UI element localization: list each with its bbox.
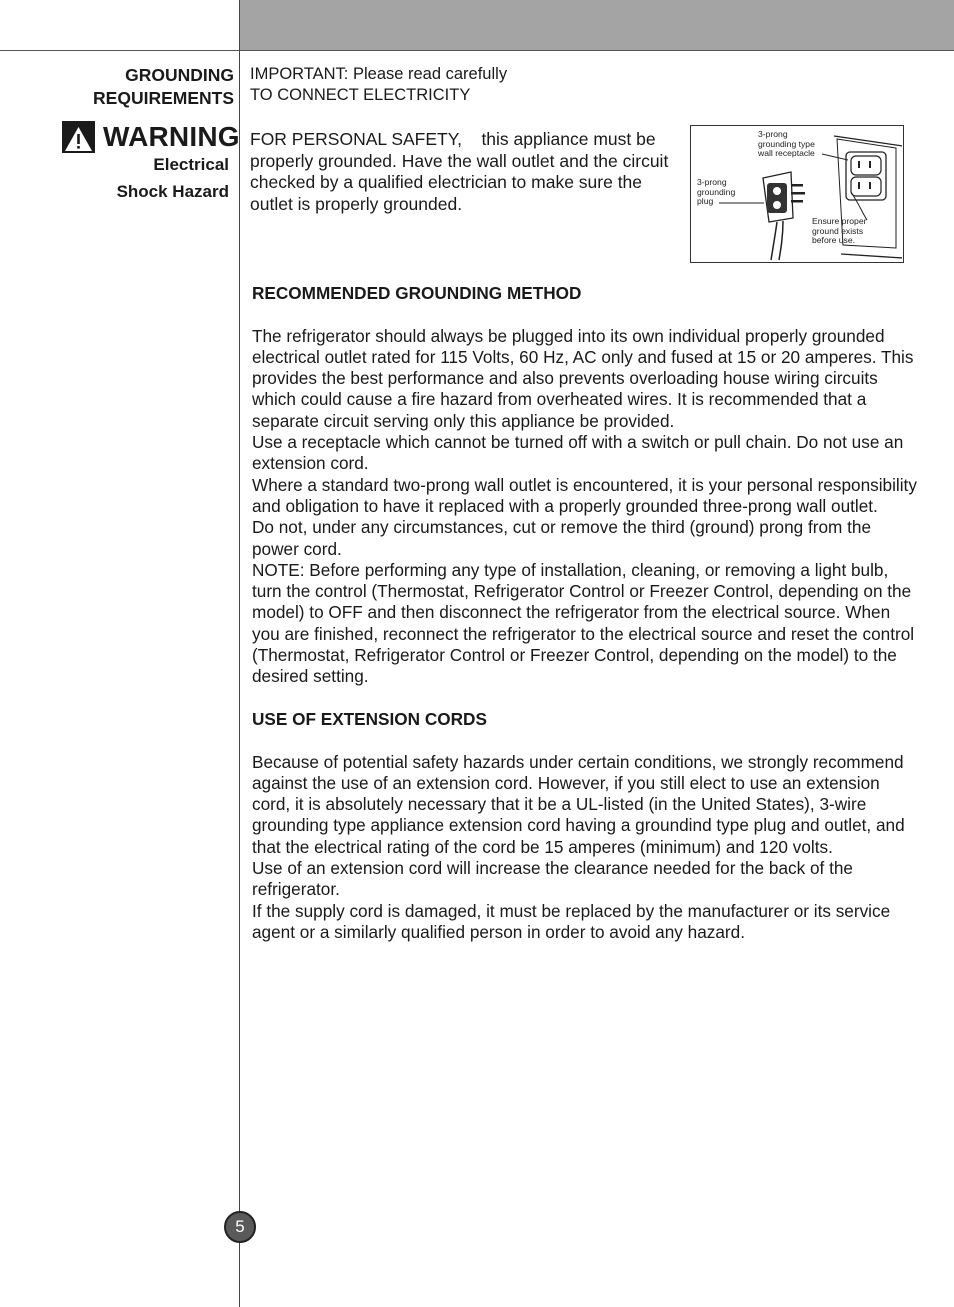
receptacle-label: 3-prong grounding type wall receptacle bbox=[758, 129, 815, 159]
section-heading-line2: REQUIREMENTS bbox=[93, 88, 234, 108]
extension-paragraph-3: If the supply cord is damaged, it must be replaced by the manufacturer or its service agent or a similarly qualified person in order to avoid any hazard. bbox=[252, 900, 891, 942]
header-bar bbox=[240, 0, 954, 50]
important-line1: IMPORTANT: Please read carefully bbox=[250, 65, 508, 83]
ensure-ground-label: Ensure proper ground exists before use. bbox=[812, 216, 867, 246]
extension-paragraph-2: Use of an extension cord will increase the clearance needed for the back of the refrigerator. bbox=[252, 858, 853, 900]
grounding-paragraph-1: The refrigerator should always be plugged into its own individual properly grounded electrical outlet rated for 115 Volts, 60 Hz, AC only and fused at 15 or 20 amperes. This provides the best performance and also prevents overloading house wiring circuits which could cause a fire hazard from overheated wires. It is recommended that a separate circuit serving only this appliance be provided. bbox=[252, 325, 914, 431]
personal-safety-text: FOR PERSONAL SAFETY, this appliance must be properly grounded. Have the wall outlet and the circuit checked by a qualified electrician to make sure the outlet is properly grounded. bbox=[250, 129, 674, 215]
grounding-note: NOTE: Before performing any type of installation, cleaning, or removing a light bulb, turn the control (Thermostat, Refrigerator Control or Freezer Control, depending on the model) to OFF and then disconnect the refrigerator from the electrical source. When you are finished, reconnect the refrigerator to the electrical source and reset the control (Thermostat, Refrigerator Control or Freezer Control, depending on the model) to the desired setting. bbox=[252, 559, 915, 687]
warning-label: WARNING bbox=[103, 121, 240, 152]
important-line2: TO CONNECT ELECTRICITY bbox=[250, 86, 471, 104]
extension-paragraph-1: Because of potential safety hazards under certain conditions, we strongly recommend against the use of an extension cord. However, if you still elect to use an extension cord, it is absolutely necessary that it be a UL-listed (in the United States), 3-wire grounding type appliance extension cord having a groundind type plug and outlet, and that the electrical rating of the cord be 15 amperes (minimum) and 120 volts. bbox=[252, 751, 905, 857]
grounding-paragraph-2: Use a receptacle which cannot be turned off with a switch or pull chain. Do not use an extension cord. bbox=[252, 432, 904, 474]
hazard-line1: Electrical bbox=[153, 155, 229, 174]
main-content bbox=[252, 283, 917, 943]
grounding-heading: RECOMMENDED GROUNDING METHOD bbox=[252, 283, 582, 303]
plug-label: 3-prong grounding plug bbox=[697, 177, 736, 207]
hazard-line2: Shock Hazard bbox=[116, 182, 229, 201]
section-heading bbox=[93, 64, 234, 110]
grounding-plug-illustration bbox=[690, 125, 904, 263]
warning-triangle-icon bbox=[62, 121, 95, 153]
page-number: 5 bbox=[224, 1211, 256, 1243]
extension-heading: USE OF EXTENSION CORDS bbox=[252, 708, 487, 729]
header-rule bbox=[0, 50, 954, 51]
warning-banner bbox=[62, 121, 240, 153]
grounding-paragraph-3: Where a standard two-prong wall outlet is encountered, it is your personal responsibility and obligation to have it replaced with a properly grounded three-prong wall outlet. bbox=[252, 474, 917, 516]
column-divider bbox=[239, 0, 240, 1307]
grounding-paragraph-4: Do not, under any circumstances, cut or remove the third (ground) prong from the power cord. bbox=[252, 517, 872, 559]
important-notice bbox=[250, 64, 507, 106]
section-heading-line1: GROUNDING bbox=[125, 65, 234, 85]
